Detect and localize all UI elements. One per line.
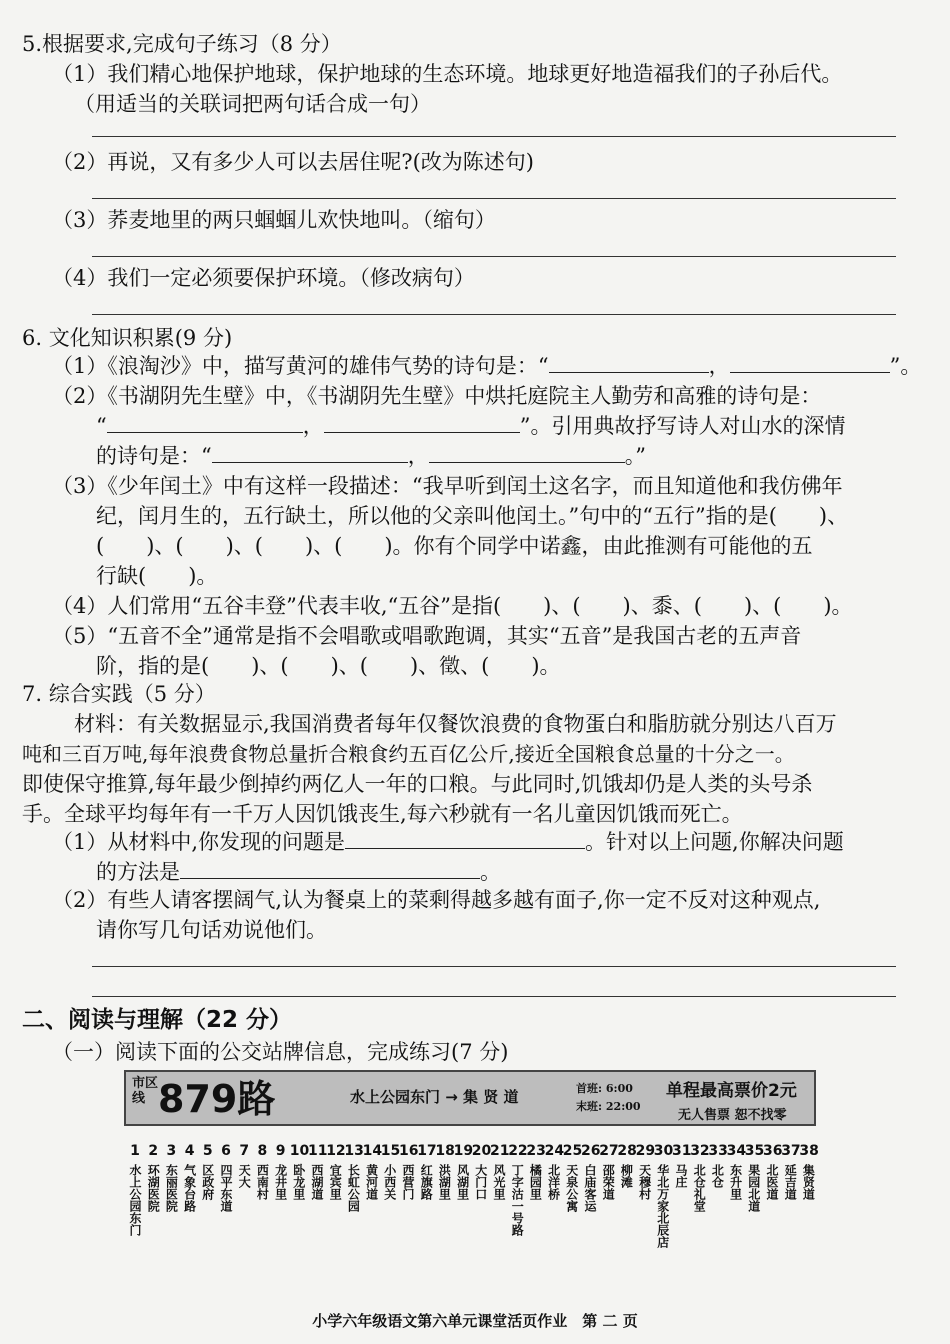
answer-line[interactable] [92,314,896,315]
stop-name: 大门口 [473,1164,488,1200]
q6-item2: （2）《书湖阴先生壁》中，《书湖阴先生壁》中烘托庭院主人勤劳和高雅的诗句是： [52,384,822,408]
stop-number: 9 [275,1143,286,1159]
bus-stop [217,1142,235,1216]
bus-stop [636,1142,654,1204]
answer-line[interactable] [92,198,896,199]
q6-item1-text: （1）《浪淘沙》中，描写黄河的雄伟气势的诗句是：“ [52,354,549,378]
fill-blank[interactable] [324,412,520,433]
bus-stop [563,1142,581,1216]
q5-item1: （1）我们精心地保护地球，保护地球的生态环境。地球更好地造福我们的子孙后代。 [52,62,843,86]
q7-item1-line2 [96,858,501,886]
q6-comma: ， [708,354,730,378]
stop-number: 36 [763,1143,783,1159]
answer-line[interactable] [92,966,896,967]
stop-name: 果园北道 [746,1164,761,1212]
fill-blank[interactable] [730,352,890,373]
fill-blank[interactable] [549,352,709,373]
page-footer: 小学六年级语文第六单元课堂活页作业 第 二 页 [312,1312,638,1330]
bus-stop [290,1142,308,1204]
stop-number: 23 [526,1143,546,1159]
stop-name: 东升里 [728,1164,743,1200]
q6-item5-line2: 阶，指的是( )、( )、( )、徵、( )。 [96,654,561,678]
stop-number: 27 [599,1143,619,1159]
stop-number: 13 [344,1143,364,1159]
q6-end: ”。 [889,354,922,378]
stop-number: 5 [202,1143,213,1159]
bus-stop [381,1142,399,1204]
stop-number: 14 [362,1143,383,1159]
stop-number: 21 [490,1143,510,1159]
q7-material-line2: 吨和三百万吨,每年浪费食物总量折合粮食约五百亿公斤,接近全国粮食总量的十分之一。 [22,742,795,766]
bus-stop [308,1142,326,1204]
bus-stop [545,1142,563,1204]
stop-name: 北仓 [710,1164,725,1188]
stop-name: 区政府 [200,1164,215,1200]
bus-stop [490,1142,508,1204]
answer-line[interactable] [92,996,896,997]
bus-stop [617,1142,635,1192]
q7-title: 7. 综合实践（5 分） [22,682,216,706]
bus-stop [435,1142,453,1204]
stop-name: 北洋桥 [546,1164,561,1200]
bus-stop [417,1142,435,1204]
stop-number: 10 [289,1143,310,1159]
stop-name: 红旗路 [419,1164,434,1200]
stop-number: 33 [708,1143,728,1159]
stop-number: 7 [239,1143,250,1159]
stop-name: 华北万家北辰店 [655,1164,670,1248]
bus-stop [526,1142,544,1204]
stop-number: 28 [617,1143,637,1159]
stop-name: 黄河道 [364,1164,379,1200]
stop-number: 31 [672,1143,692,1159]
bus-stop [690,1142,708,1216]
q7-item1-text2: 。针对以上问题,你解决问题 [585,830,844,854]
stop-number: 16 [399,1143,419,1159]
stop-number: 17 [417,1143,437,1159]
stop-name: 龙井里 [273,1164,288,1200]
q6-item2-text: ”。引用典故抒写诗人对山水的深情 [519,414,846,438]
q7-material-line1: 材料：有关数据显示,我国消费者每年仅餐饮浪费的食物蛋白和脂肪就分别达八百万 [74,712,837,736]
bus-stop [181,1142,199,1216]
stop-name: 卧龙里 [291,1164,306,1200]
bus-stop [326,1142,344,1204]
fare-notice: 无人售票 恕不找零 [678,1108,787,1123]
bus-stop [763,1142,781,1204]
bus-stop [162,1142,180,1216]
q7-material-line3: 即使保守推算,每年最少倒掉约两亿人一年的口粮。与此同时,饥饿却仍是人类的头号杀 [22,772,813,796]
bus-stop [654,1142,672,1252]
bus-stop-sign [124,1070,816,1126]
q6-item5: （5）“五音不全”通常是指不会唱歌或唱歌跑调，其实“五音”是我国古老的五声音 [52,624,802,648]
stop-number: 2 [148,1143,159,1159]
q5-item2: （2）再说，又有多少人可以去居住呢?(改为陈述句) [52,150,535,174]
stop-number: 30 [653,1143,674,1159]
answer-line[interactable] [92,256,896,257]
q7-item1-text: （1）从材料中,你发现的问题是 [52,830,346,854]
stop-list [120,1142,820,1312]
stop-name: 北仓礼堂 [692,1164,707,1212]
fill-blank[interactable] [429,442,625,463]
q6-quote: “ [96,414,107,438]
q6-item2-line3 [96,442,646,470]
q6-item3-line3: ( )、( )、( )、( )。你有个同学中诺鑫，由此推测有可能他的五 [96,534,813,558]
stop-name: 环湖医院 [146,1164,161,1212]
bus-stop [363,1142,381,1204]
stop-name: 延吉道 [783,1164,798,1200]
q6-item2-text2: 的诗句是：“ [96,444,212,468]
stop-name: 洪湖里 [437,1164,452,1200]
stop-number: 34 [726,1143,747,1159]
stop-name: 天穆村 [637,1164,652,1200]
answer-line[interactable] [92,136,896,137]
stop-number: 12 [326,1143,346,1159]
bus-stop [472,1142,490,1204]
stop-number: 38 [799,1143,819,1159]
stop-number: 24 [544,1143,565,1159]
q6-title: 6. 文化知识积累(9 分) [22,326,233,350]
bus-stop [272,1142,290,1204]
bus-stop [727,1142,745,1204]
q6-item3-line4: 行缺( )。 [96,564,218,588]
city-line-label: 市区线 [132,1076,159,1106]
stop-number: 25 [562,1143,583,1159]
stop-number: 15 [380,1143,401,1159]
stop-number: 26 [581,1143,601,1159]
q7-item1-end: 。 [480,860,501,884]
stop-number: 19 [453,1143,474,1159]
stop-name: 柳滩 [619,1164,634,1188]
bus-stop [508,1142,526,1240]
stop-name: 长虹公园 [346,1164,361,1212]
stop-number: 29 [635,1143,656,1159]
service-times [576,1080,641,1116]
bus-stop [199,1142,217,1204]
q7-item2: （2）有些人请客摆阔气,认为餐桌上的菜剩得越多越有面子,你一定不反对这种观点, [52,888,821,912]
q5-item4: （4）我们一定必须要保护环境。（修改病句） [52,266,475,290]
bus-stop [672,1142,690,1192]
fill-blank[interactable] [180,858,480,879]
bus-stop [144,1142,162,1216]
q7-item1-text3: 的方法是 [96,860,180,884]
q6-item3: （3）《少年闰土》中有这样一段描述：“我早听到闰土这名字，而且知道他和我仿佛年 [52,474,843,498]
stop-name: 气象台路 [182,1164,197,1212]
q5-item3: （3）荞麦地里的两只蝈蝈儿欢快地叫。（缩句） [52,208,496,232]
stop-name: 集贤道 [801,1164,816,1200]
stop-name: 马庄 [674,1164,688,1188]
stop-number: 8 [257,1143,268,1159]
bus-stop [235,1142,253,1192]
bus-stop [126,1142,144,1240]
part2-title: 二、阅读与理解（22 分） [22,1007,293,1033]
route-direction: 水上公园东门 → 集 贤 道 [350,1088,519,1106]
stop-number: 35 [744,1143,765,1159]
stop-name: 小西关 [382,1164,397,1200]
stop-name: 东丽医院 [164,1164,179,1212]
stop-number: 32 [690,1143,710,1159]
stop-number: 1 [130,1143,140,1159]
fare-label: 单程最高票价2元 [666,1081,797,1101]
q7-item2-line2: 请你写几句话劝说他们。 [96,918,327,942]
q6-item3-line2: 纪，闰月生的，五行缺土，所以他的父亲叫他闰土。”句中的“五行”指的是( )、 [96,504,849,528]
stop-number: 37 [781,1143,801,1159]
stop-number: 18 [435,1143,455,1159]
stop-name: 四平东道 [219,1164,233,1212]
last-bus: 末班: 22:00 [576,1100,641,1113]
q6-comma: ， [407,444,429,468]
bus-stop [745,1142,763,1216]
stop-name: 北医道 [765,1164,779,1200]
bus-stop [399,1142,417,1204]
q5-title: 5.根据要求,完成句子练习（8 分） [22,32,342,56]
q5-item1-instruction: （用适当的关联词把两句话合成一句） [74,92,431,116]
stop-name: 西南村 [255,1164,270,1200]
stop-name: 天大 [237,1164,252,1188]
route-number: 879路 [158,1077,276,1121]
stop-name: 橘园里 [528,1164,543,1200]
stop-name: 白庙客运 [583,1164,597,1212]
stop-name: 邵荣道 [601,1164,616,1200]
stop-number: 20 [471,1143,492,1159]
q6-end2: 。” [624,444,646,468]
bus-stop [581,1142,599,1216]
q7-material-line4: 手。全球平均每年有一千万人因饥饿丧生,每六秒就有一名儿童因饥饿而死亡。 [22,802,743,826]
stop-name: 风湖里 [455,1164,470,1200]
bus-stop [599,1142,617,1204]
stop-name: 宜宾里 [328,1164,343,1200]
fill-blank[interactable] [345,828,585,849]
bus-stop [799,1142,817,1204]
q6-item1 [52,352,921,380]
q6-comma: ， [302,414,324,438]
stop-name: 西营门 [401,1164,415,1200]
bus-stop [708,1142,726,1192]
stop-number: 4 [184,1143,195,1159]
stop-name: 风光里 [492,1164,506,1200]
fill-blank[interactable] [212,442,408,463]
first-bus: 首班: 6:00 [576,1082,633,1095]
bus-stop [344,1142,362,1216]
q6-item2-line2 [96,412,846,440]
stop-name: 天泉公寓 [564,1164,579,1212]
stop-number: 3 [166,1143,177,1159]
stop-number: 11 [308,1143,328,1159]
bus-stop [781,1142,799,1204]
bus-stop [454,1142,472,1204]
stop-number: 22 [508,1143,528,1159]
stop-name: 水上公园东门 [128,1164,142,1236]
fill-blank[interactable] [107,412,303,433]
stop-number: 6 [221,1143,231,1159]
bus-stop [253,1142,271,1204]
part2-subtitle: （一）阅读下面的公交站牌信息，完成练习(7 分) [52,1040,509,1064]
q6-item4: （4）人们常用“五谷丰登”代表丰收,“五谷”是指( )、( )、黍、( )、( )。 [52,594,853,618]
stop-name: 丁字沽一号路 [510,1164,525,1236]
stop-name: 西湖道 [310,1164,324,1200]
q7-item1 [52,828,844,856]
